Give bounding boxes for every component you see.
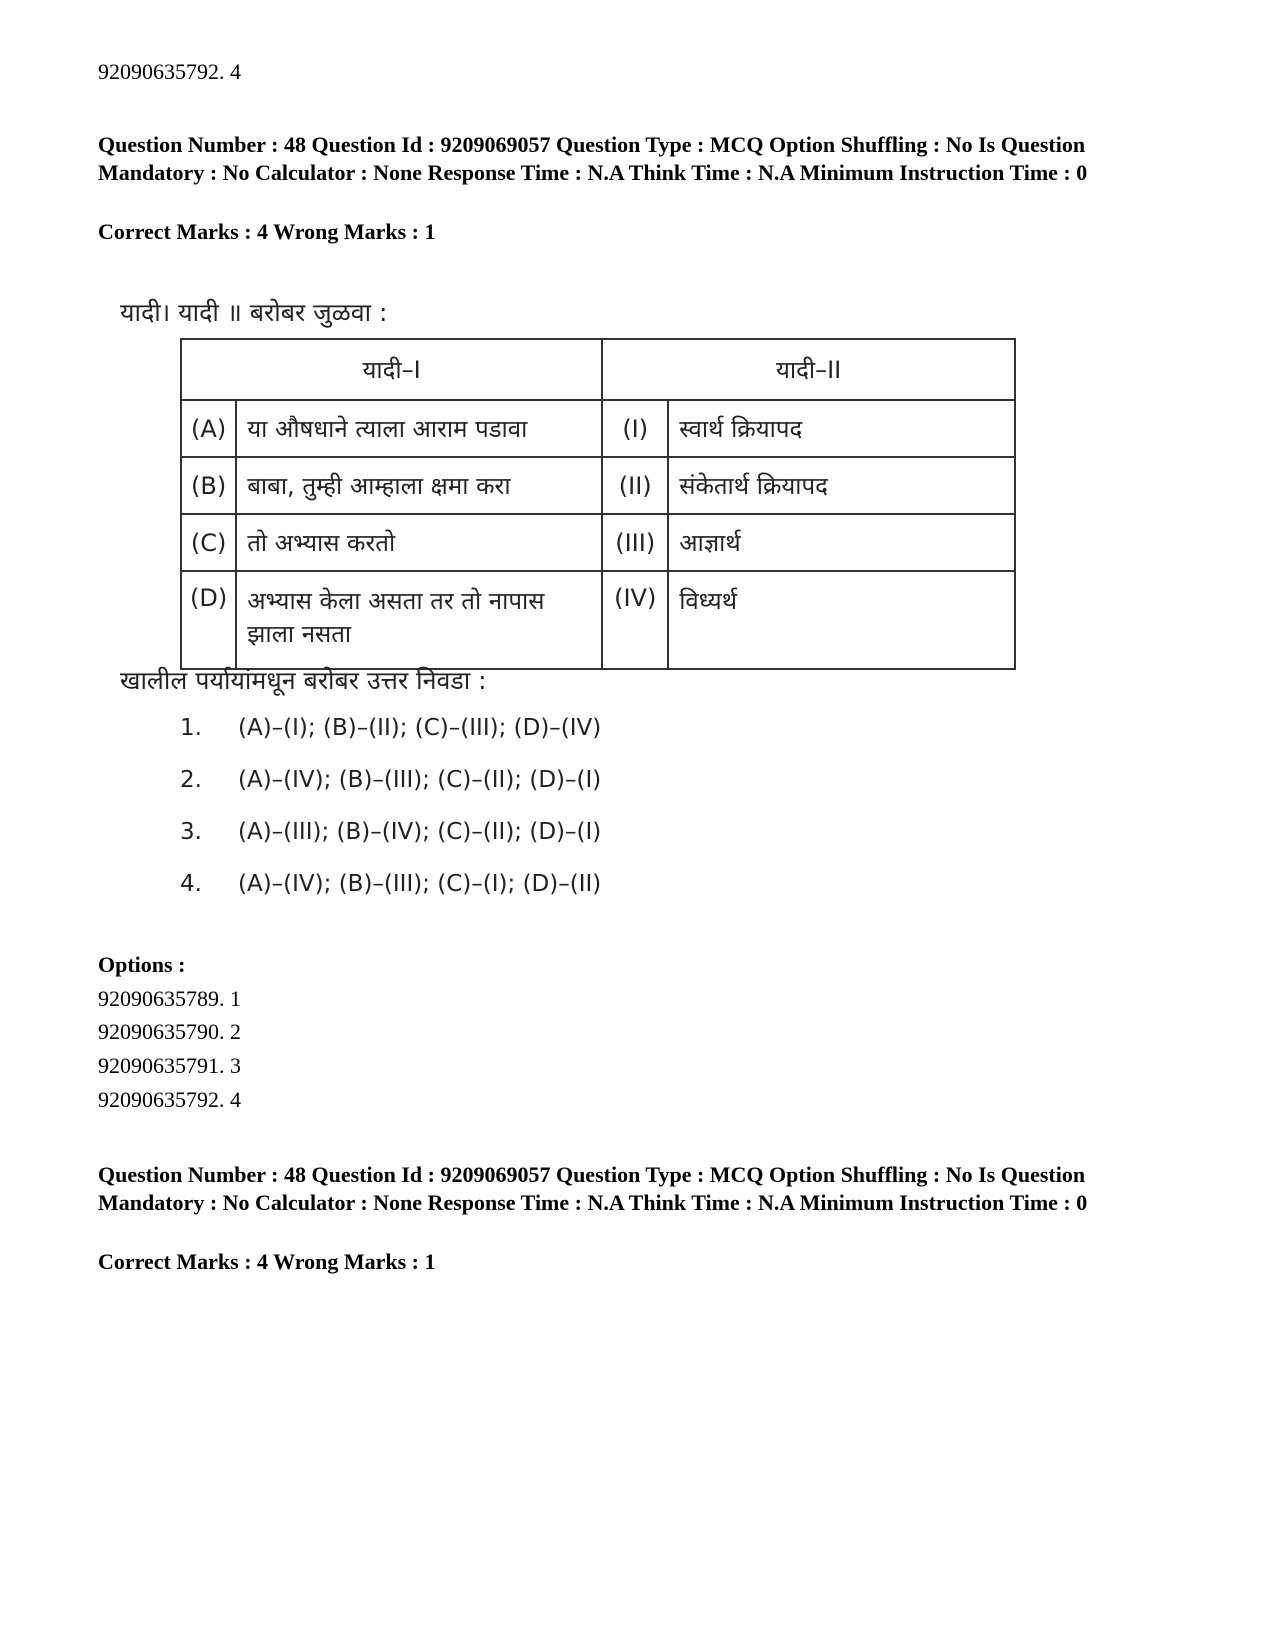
list-1-header: यादी–I <box>181 339 602 400</box>
table-row <box>181 514 1015 571</box>
marks-line: Correct Marks : 4 Wrong Marks : 1 <box>98 219 436 244</box>
choice-item <box>180 819 601 845</box>
choice-number: 2. <box>180 767 202 793</box>
option-line: 92090635789. 1 <box>98 986 241 1011</box>
row-number: (I) <box>602 400 668 457</box>
question-image <box>98 285 1038 950</box>
choice-prompt: खालील पर्यायांमधून बरोबर उत्तर निवडा : <box>120 666 487 695</box>
choice-text: (A)–(III); (B)–(IV); (C)–(II); (D)–(I) <box>238 819 602 845</box>
match-table <box>180 338 1016 670</box>
choice-number: 3. <box>180 819 202 845</box>
choice-item <box>180 871 601 897</box>
choice-item <box>180 715 601 741</box>
option-line: 92090635790. 2 <box>98 1019 241 1044</box>
row-number: (II) <box>602 457 668 514</box>
table-row <box>181 457 1015 514</box>
choice-text: (A)–(IV); (B)–(III); (C)–(II); (D)–(I) <box>238 767 602 793</box>
list-1-item: तो अभ्यास करतो <box>236 514 602 571</box>
list-2-item: आज्ञार्थ <box>668 514 1015 571</box>
table-header-row <box>181 339 1015 400</box>
choice-number: 4. <box>180 871 202 897</box>
previous-answer-line: 92090635792. 4 <box>98 59 241 84</box>
row-label: (D) <box>181 571 236 669</box>
list-2-item: विध्यर्थ <box>668 571 1015 669</box>
row-label: (B) <box>181 457 236 514</box>
choice-item <box>180 767 601 793</box>
marks-line: Correct Marks : 4 Wrong Marks : 1 <box>98 1249 436 1274</box>
list-2-header: यादी–II <box>602 339 1015 400</box>
table-row <box>181 400 1015 457</box>
option-line: 92090635792. 4 <box>98 1087 241 1112</box>
row-label: (C) <box>181 514 236 571</box>
list-1-item: बाबा, तुम्ही आम्हाला क्षमा करा <box>236 457 602 514</box>
option-line: 92090635791. 3 <box>98 1053 241 1078</box>
row-label: (A) <box>181 400 236 457</box>
question-title: यादी। यादी ॥ बरोबर जुळवा : <box>120 298 388 327</box>
list-1-item: या औषधाने त्याला आराम पडावा <box>236 400 602 457</box>
row-number: (III) <box>602 514 668 571</box>
question-meta: Question Number : 48 Question Id : 9209069057 Question Type : MCQ Option Shuffling : No Is Question Mandatory : No Calculator : None Response Time : N.A Think Time : N.A Minimum Instruction Time : 0 <box>98 132 1088 185</box>
list-2-item: स्वार्थ क्रियापद <box>668 400 1015 457</box>
options-label: Options : <box>98 952 186 977</box>
question-meta: Question Number : 48 Question Id : 9209069057 Question Type : MCQ Option Shuffling : No Is Question Mandatory : No Calculator : None Response Time : N.A Think Time : N.A Minimum Instruction Time : 0 <box>98 1162 1088 1215</box>
list-1-item: अभ्यास केला असता तर तो नापास झाला नसता <box>236 571 602 669</box>
table-row <box>181 571 1015 669</box>
choice-number: 1. <box>180 715 202 741</box>
choice-text: (A)–(IV); (B)–(III); (C)–(I); (D)–(II) <box>238 871 602 897</box>
row-number: (IV) <box>602 571 668 669</box>
choice-text: (A)–(I); (B)–(II); (C)–(III); (D)–(IV) <box>238 715 602 741</box>
list-2-item: संकेतार्थ क्रियापद <box>668 457 1015 514</box>
